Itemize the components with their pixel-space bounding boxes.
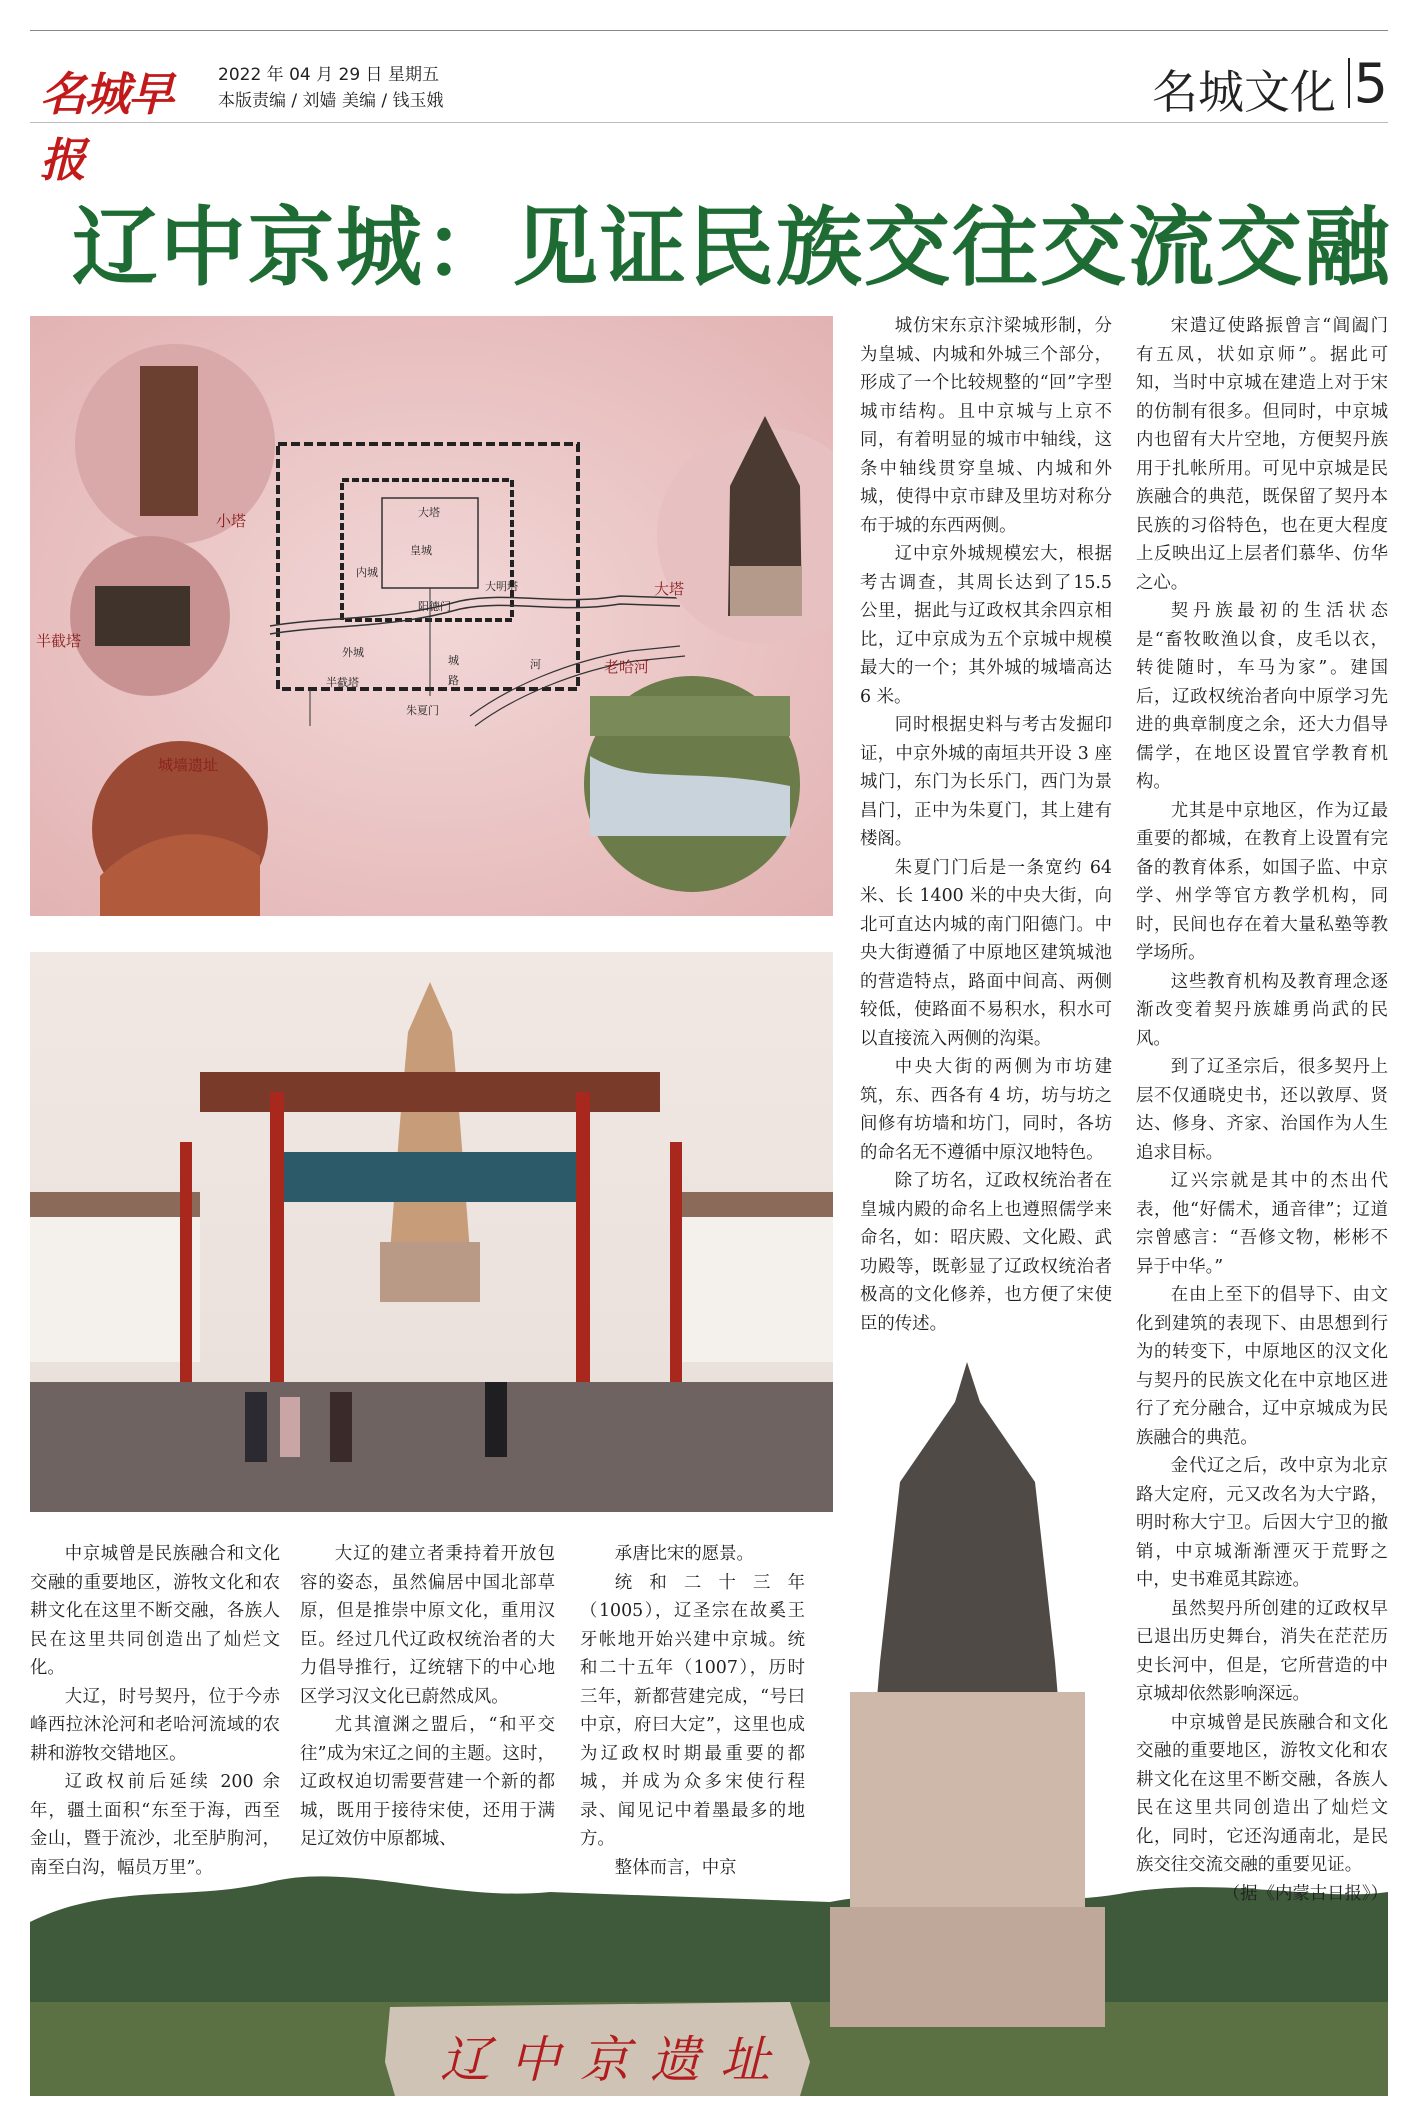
paragraph: 尤其澶渊之盟后，“和平交往”成为宋辽之间的主题。这时，辽政权迫切需要营建一个新的都城，既用于接待宋使，还用于满足辽效仿中原都城、 [300, 1715, 555, 1849]
date-line: 2022 年 04 月 29 日 星期五 [218, 65, 439, 85]
paragraph: 统和二十三年（1005），辽圣宗在故奚王牙帐地开始兴建中京城。统和二十五年（1007），历时三年，新都营建完成，“号曰中京，府曰大定”，这里也成为辽政权时期最重要的都城，并成为众多宋使行程录、闻见记中着墨最多的地方。 [580, 1572, 805, 1849]
paragraph: 城仿宋东京汴梁城形制，分为皇城、内城和外城三个部分，形成了一个比较规整的“回”字型城市结构。且中京城与上京不同，有着明显的城市中轴线，这条中轴线贯穿皇城、内城和外城，使得中京市肆及里坊对称分布于城的东西两侧。 [860, 316, 1112, 536]
article-column-1 [30, 1540, 280, 1882]
paragraph: 尤其是中京地区，作为辽最重要的都城，在教育上设置有完备的教育体系，如国子监、中京学、州学等官方教学机构，同时，民间也存在着大量私塾等教学场所。 [1136, 800, 1388, 963]
headline: 辽中京城：见证民族交往交流交融 [72, 198, 1392, 298]
paragraph: 承唐比宋的愿景。 [614, 1544, 754, 1564]
paragraph: 到了辽圣宗后，很多契丹上层不仅通晓史书，还以敦厚、贤达、修身、齐家、治国作为人生追求目标。 [1136, 1057, 1388, 1163]
paragraph: 中京城曾是民族融合和文化交融的重要地区，游牧文化和农耕文化在这里不断交融，各族人民在这里共同创造出了灿烂文化，同时，它还沟通南北，是民族交往交流交融的重要见证。 [1136, 1712, 1388, 1875]
city-map-graphic [30, 316, 833, 916]
stone-inscription: 辽中京遗址 [440, 2031, 790, 2089]
label-banjie-pagoda: 半截塔 [36, 632, 82, 650]
paragraph: 朱夏门门后是一条宽约 64 米、长 1400 米的中央大街，向北可直达内城的南门阳德门。中央大街遵循了中原地区建筑城池的营造特点，路面中间高、两侧较低，使路面不易积水，积水可以直接流入两侧的沟渠。 [860, 857, 1112, 1049]
masthead-logo: 名城早报 [40, 67, 172, 187]
paragraph: 虽然契丹所创建的辽政权早已退出历史舞台，消失在茫茫历史长河中，但是，它所营造的中京城却依然影响深远。 [1136, 1598, 1388, 1704]
editors-line: 本版责编 / 刘嫱 美编 / 钱玉娥 [218, 91, 444, 111]
source-credit: （据《内蒙古日报》） [1222, 1883, 1388, 1904]
article-column-3 [580, 1540, 805, 1882]
page-number: 5 [1353, 52, 1388, 115]
city-map-figure [30, 316, 833, 916]
paragraph: 宋遣辽使路振曾言“阊阖门有五凤，状如京师”。据此可知，当时中京城在建造上对于宋的仿制有很多。但同时，中京城内也留有大片空地，方便契丹族用于扎帐所用。可见中京城是民族融合的典范，既保留了契丹本民族的习俗特色，也在更大程度上反映出辽上层者们慕华、仿华之心。 [1136, 316, 1388, 593]
map-label: 河 [530, 658, 541, 671]
map-label: 大塔 [418, 506, 440, 519]
paragraph: 同时根据史料与考古发掘印证，中京外城的南垣共开设 3 座城门，东门为长乐门，西门为景昌门，正中为朱夏门，其上建有楼阁。 [860, 715, 1112, 849]
paragraph: 整体而言，中京 [614, 1857, 737, 1878]
map-label: 阳德门 [418, 600, 451, 613]
paragraph: 辽兴宗就是其中的杰出代表，他“好儒术，通音律”；辽道宗曾感言：“吾修文物，彬彬不异于中华。” [1136, 1171, 1388, 1277]
label-laoha-river: 老哈河 [604, 658, 650, 676]
map-label: 外城 [342, 646, 364, 659]
map-label: 路 [448, 674, 459, 687]
paragraph: 辽政权前后延续 200 余年，疆土面积“东至于海，西至金山，暨于流沙，北至胪朐河，南至白沟，幅员万里”。 [30, 1772, 280, 1878]
map-label: 半截塔 [326, 676, 359, 689]
paragraph: 在由上至下的倡导下、由文化到建筑的表现下、由思想到行为的转变下，中原地区的汉文化与契丹的民族文化在中京地区进行了充分融合，辽中京城成为民族融合的典范。 [1136, 1285, 1388, 1448]
article-column-4 [860, 312, 1112, 1338]
header-info [218, 62, 443, 114]
map-label: 内城 [356, 566, 378, 579]
top-rule [30, 30, 1388, 31]
label-small-pagoda: 小塔 [216, 512, 247, 530]
article-column-5 [1136, 312, 1388, 1908]
map-label: 城 [448, 654, 459, 667]
paragraph: 中央大街的两侧为市坊建筑，东、西各有 4 坊，坊与坊之间修有坊墙和坊门，同时，各坊的命名无不遵循中原汉地特色。 [860, 1057, 1112, 1163]
paragraph: 中京城曾是民族融合和文化交融的重要地区，游牧文化和农耕文化在这里不断交融，各族人民在这里共同创造出了灿烂文化。 [30, 1544, 280, 1678]
article-column-2 [300, 1540, 555, 1854]
section-title: 名城文化 [1152, 65, 1336, 119]
paragraph: 辽中京外城规模宏大，根据考古调查，其周长达到了15.5 公里，据此与辽政权其余四京相比，辽中京成为五个京城中规模最大的一个；其外城的城墙高达 6 米。 [860, 544, 1112, 707]
page-divider [1348, 58, 1350, 108]
paragraph: 大辽的建立者秉持着开放包容的姿态，虽然偏居中国北部草原，但是推崇中原文化，重用汉臣。经过几代辽政权统治者的大力倡导推行，辽统辖下的中心地区学习汉文化已蔚然成风。 [300, 1544, 555, 1707]
map-label: 皇城 [410, 544, 432, 557]
label-big-pagoda: 大塔 [654, 580, 685, 598]
paragraph: 契丹族最初的生活状态是“畜牧畋渔以食，皮毛以衣，转徙随时，车马为家”。建国后，辽政权统治者向中原学习先进的典章制度之余，还大力倡导儒学，在地区设置官学教育机构。 [1136, 601, 1388, 792]
map-label: 大明塔 [485, 580, 518, 593]
map-label: 朱夏门 [406, 704, 439, 717]
header-rule [30, 122, 1388, 123]
paragraph: 除了坊名，辽政权统治者在皇城内殿的命名上也遵照儒学来命名，如：昭庆殿、文化殿、武功殿等，既彰显了辽政权统治者极高的文化修养，也方便了宋使臣的传述。 [860, 1171, 1112, 1334]
paragraph: 大辽，时号契丹，位于今赤峰西拉沐沦河和老哈河流域的农耕和游牧交错地区。 [30, 1686, 280, 1764]
label-city-site: 城墙遗址 [158, 756, 219, 774]
paragraph: 这些教育机构及教育理念逐渐改变着契丹族雄勇尚武的民风。 [1136, 971, 1388, 1049]
paragraph: 金代辽之后，改中京为北京路大定府，元又改名为大宁路，明时称大宁卫。后因大宁卫的撤销，中京城渐渐湮灭于荒野之中，史书难觅其踪迹。 [1136, 1456, 1388, 1590]
